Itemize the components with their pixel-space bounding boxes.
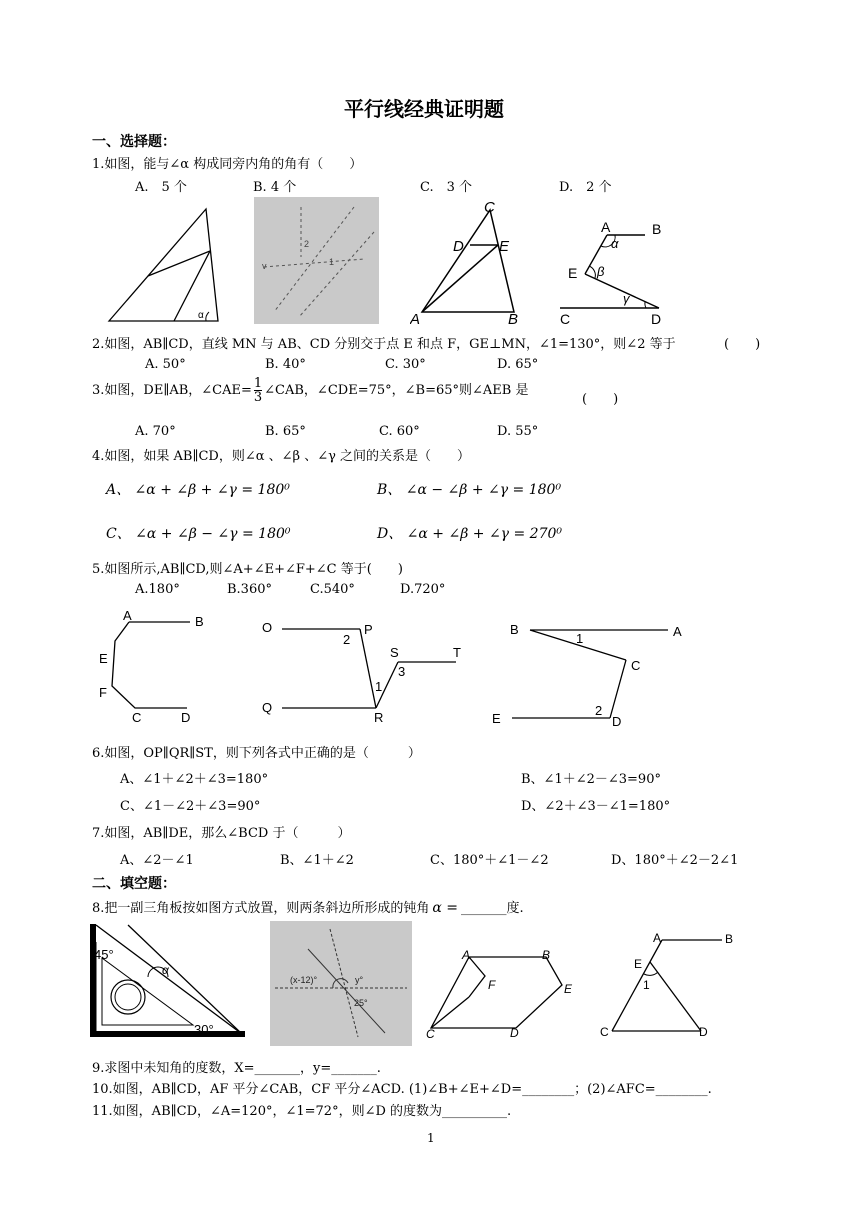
f10-label-c: C: [426, 1027, 435, 1040]
f5-label-a: A: [123, 608, 132, 623]
q6-option-b: B、∠1＋∠2－∠3=90°: [521, 772, 661, 787]
question-7: 7.如图，AB∥DE，那么∠BCD 于（ ）: [92, 826, 351, 841]
svg-text:(x-12)°: (x-12)°: [290, 975, 318, 985]
section-heading-choice: 一、选择题：: [92, 134, 176, 150]
q7-option-a: A、∠2－∠1: [120, 853, 194, 868]
q5-option-a: A.180°: [135, 582, 180, 597]
f7-label-b: B: [510, 622, 519, 637]
f6-label-p: P: [364, 622, 373, 637]
f6-label-2: 2: [343, 632, 351, 647]
question-4: 4.如图，如果 AB∥CD，则∠α 、∠β 、∠γ 之间的关系是（ ）: [92, 449, 470, 464]
q3-fraction-num: 1: [253, 376, 263, 391]
f10-label-e: E: [564, 982, 573, 996]
f7-label-d: D: [612, 714, 622, 729]
f6-label-t: T: [453, 645, 461, 660]
f11-label-d: D: [699, 1025, 708, 1039]
f8-label-alpha: α: [162, 963, 169, 977]
f11-label-b: B: [725, 932, 734, 946]
figure-9-photo: [270, 921, 412, 1046]
question-8: [92, 897, 524, 916]
q4-option-a: A、 ∠α + ∠β + ∠γ = 180⁰: [106, 482, 290, 498]
svg-text:v: v: [262, 261, 267, 271]
q4-option-d: D、 ∠α + ∠β + ∠γ = 270⁰: [377, 526, 563, 542]
q3-option-b: B. 65°: [265, 424, 306, 439]
figure-11-triangle: [600, 928, 750, 1040]
q5-option-d: D.720°: [400, 582, 446, 597]
f10-label-d: D: [510, 1026, 519, 1040]
question-2: 2.如图，AB∥CD，直线 MN 与 AB、CD 分别交于点 E 和点 F，GE⊥MN，∠1=130°，则∠2 等于: [92, 337, 676, 352]
question-6: 6.如图，OP∥QR∥ST，则下列各式中正确的是（ ）: [92, 746, 421, 761]
q1-option-b: B. 4 个: [253, 180, 297, 195]
question-9: 9.求图中未知角的度数，X=_______，y=_______.: [92, 1061, 381, 1076]
q4-option-b: B、 ∠α − ∠β + ∠γ = 180⁰: [377, 482, 562, 498]
q8-prefix: 8.把一副三角板按如图方式放置，则两条斜边所形成的钝角: [92, 901, 430, 916]
f11-label-e: E: [634, 957, 643, 971]
q1-option-c: C. 3 个: [420, 180, 473, 195]
question-1: 1.如图，能与∠α 构成同旁内角的角有（ ）: [92, 157, 363, 172]
question-11: 11.如图，AB∥CD，∠A=120°，∠1=72°，则∠D 的度数为__________.: [92, 1104, 512, 1119]
q3-prefix: 3.如图，DE∥AB，∠CAE=: [92, 383, 252, 398]
svg-text:2: 2: [304, 239, 310, 249]
figure-10-hexagon: [424, 945, 584, 1040]
f7-label-c: C: [631, 658, 641, 673]
q4-option-c: C、 ∠α + ∠β − ∠γ = 180⁰: [106, 526, 291, 542]
f6-label-s: S: [390, 645, 399, 660]
figure-2-photo: [254, 197, 379, 324]
q2-option-b: B. 40°: [265, 357, 306, 372]
q3-suffix: ∠CAB，∠CDE=75°，∠B=65°则∠AEB 是: [264, 383, 529, 398]
q3-option-d: D. 55°: [497, 424, 539, 439]
f3-label-c: C: [484, 199, 495, 216]
q2-option-a: A. 50°: [145, 357, 186, 372]
q5-option-b: B.360°: [227, 582, 272, 597]
q2-option-c: C. 30°: [385, 357, 426, 372]
f5-label-b: B: [195, 614, 204, 629]
f3-label-e: E: [499, 238, 510, 255]
q7-option-b: B、∠1＋∠2: [280, 853, 354, 868]
f4-label-d: D: [651, 311, 662, 327]
svg-text:25°: 25°: [354, 998, 368, 1008]
svg-text:1: 1: [329, 257, 335, 267]
section-heading-fill: 二、填空题：: [92, 876, 176, 892]
figure-7-parallel-zigzag: [488, 618, 698, 730]
figure-3-triangle-de: [410, 198, 530, 326]
figure-1-triangle: [106, 205, 226, 325]
question-10: 10.如图，AB∥CD，AF 平分∠CAB，CF 平分∠ACD. (1)∠B+∠E+∠D=________；(2)∠AFC=________.: [92, 1082, 712, 1097]
f3-label-d: D: [453, 238, 464, 255]
q3-option-a: A. 70°: [135, 424, 176, 439]
q8-alpha: α =: [432, 900, 459, 916]
question-3-paren: ( ): [582, 392, 619, 407]
f6-label-o: O: [262, 620, 273, 635]
f11-label-a: A: [653, 931, 662, 945]
f3-label-a: A: [410, 311, 421, 326]
question-3: [92, 377, 528, 404]
f10-label-a: A: [462, 948, 471, 962]
f4-label-c: C: [560, 311, 571, 327]
f6-label-3: 3: [398, 664, 406, 679]
page-number: 1: [427, 1131, 435, 1145]
q6-option-d: D、∠2＋∠3－∠1=180°: [521, 799, 671, 814]
figure-8-set-squares: [88, 922, 248, 1042]
f4-label-e: E: [568, 265, 578, 281]
f7-label-1: 1: [576, 631, 584, 646]
figure-4-zigzag: [555, 216, 675, 328]
f4-label-gamma: γ: [623, 291, 630, 306]
question-5: 5.如图所示,AB∥CD,则∠A+∠E+∠F+∠C 等于( ): [92, 562, 403, 577]
f5-label-d: D: [181, 710, 191, 725]
f4-label-a: A: [601, 219, 611, 235]
figure-6-parallel-lines: [258, 614, 468, 726]
f6-label-r: R: [374, 710, 384, 725]
q7-option-c: C、180°＋∠1－∠2: [430, 853, 549, 868]
f7-label-e: E: [492, 711, 501, 726]
svg-text:y°: y°: [355, 975, 364, 985]
q5-option-c: C.540°: [310, 582, 355, 597]
f4-label-alpha: α: [611, 236, 619, 251]
f6-label-q: Q: [262, 700, 273, 715]
page-title: 平行线经典证明题: [344, 97, 504, 121]
figure-5-polyline: [95, 608, 205, 728]
q6-option-c: C、∠1－∠2＋∠3=90°: [120, 799, 261, 814]
q8-suffix: _______度.: [461, 901, 524, 916]
f7-label-a: A: [673, 624, 682, 639]
f1-alpha-label: α: [198, 310, 204, 321]
f7-label-2: 2: [595, 703, 603, 718]
q7-option-d: D、180°＋∠2－2∠1: [611, 853, 739, 868]
f6-label-1: 1: [375, 679, 383, 694]
f10-label-f: F: [488, 978, 496, 992]
q3-fraction: [254, 377, 262, 404]
f8-label-45: 45°: [94, 947, 114, 962]
f10-label-b: B: [542, 948, 551, 962]
f5-label-c: C: [132, 710, 142, 725]
f3-label-b: B: [508, 311, 519, 326]
f8-label-30: 30°: [194, 1022, 214, 1037]
q3-option-c: C. 60°: [379, 424, 420, 439]
q2-option-d: D. 65°: [497, 357, 539, 372]
f11-label-c: C: [600, 1025, 609, 1039]
q1-option-a: A. 5 个: [135, 180, 187, 195]
q6-option-a: A、∠1＋∠2＋∠3=180°: [120, 772, 269, 787]
f5-label-e: E: [99, 651, 108, 666]
f4-label-beta: β: [597, 264, 605, 279]
q1-option-d: D. 2 个: [559, 180, 612, 195]
q3-fraction-den: 3: [253, 390, 263, 405]
f11-label-1: 1: [643, 978, 650, 992]
f5-label-f: F: [99, 685, 107, 700]
f4-label-b: B: [652, 221, 662, 237]
question-2-paren: ( ): [724, 337, 761, 352]
